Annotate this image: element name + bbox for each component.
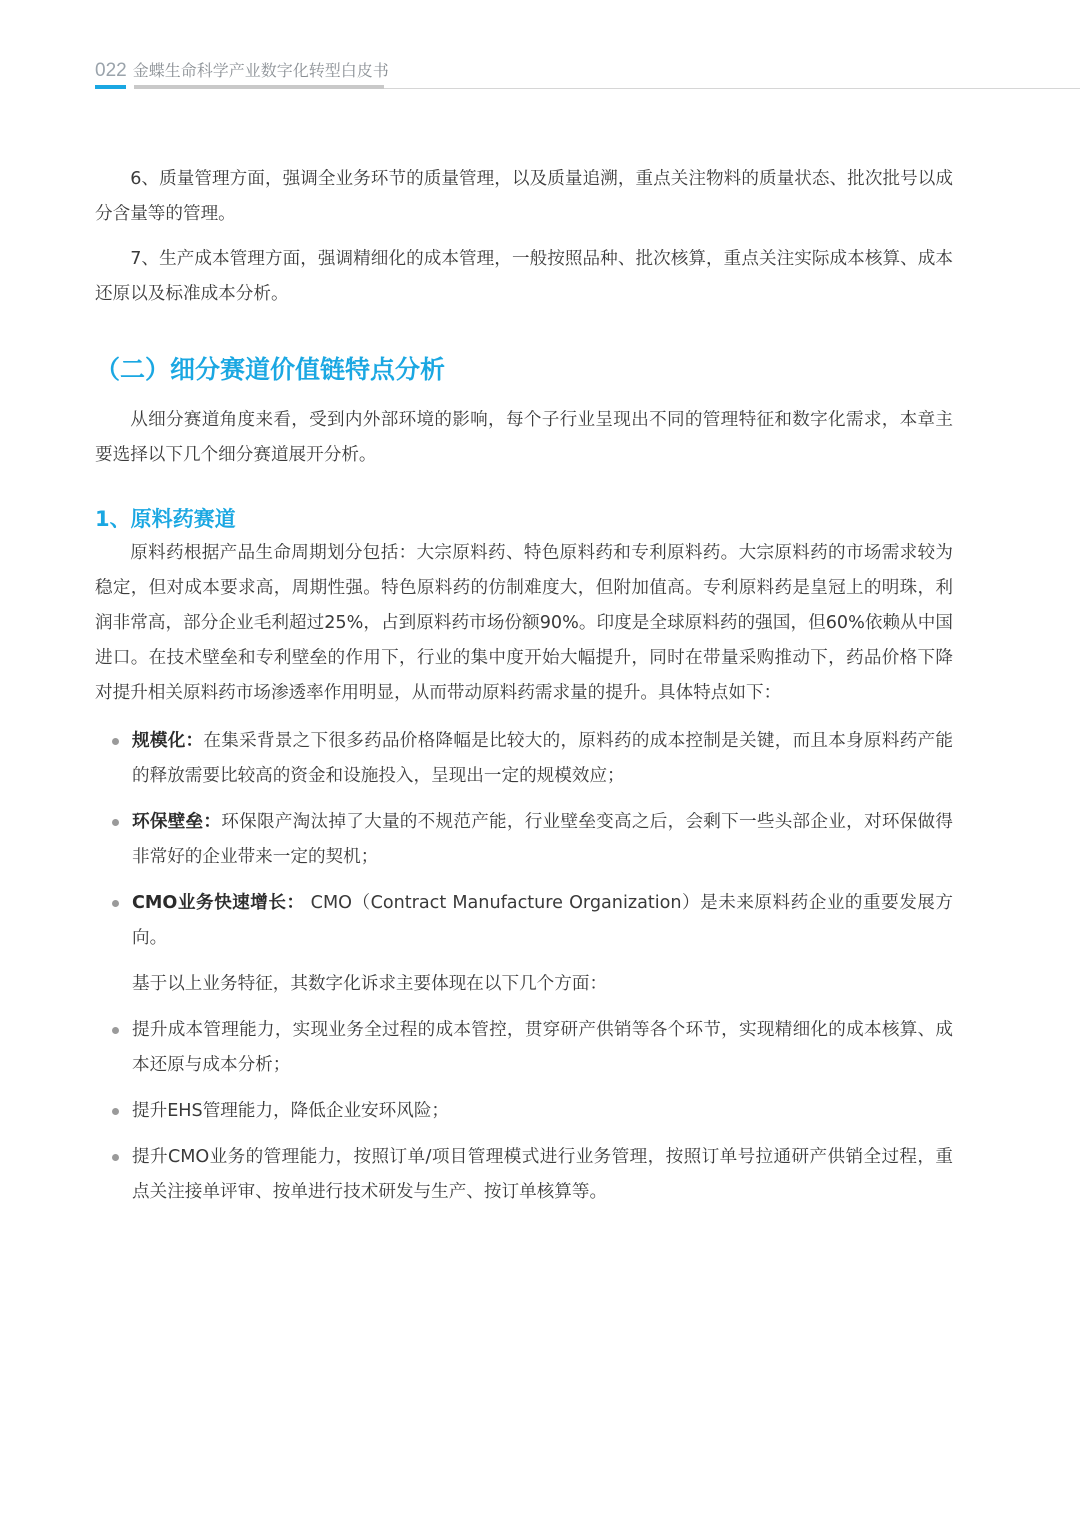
paragraph-quality: 6、质量管理方面，强调全业务环节的质量管理，以及质量追溯，重点关注物料的质量状态、批次批号以成分含量等的管理。 [95,169,953,224]
feature-list [95,724,953,956]
bullet-icon [112,1027,119,1034]
section-title: （二）细分赛道价值链特点分析 [95,355,446,384]
header-accent-bar [95,85,126,89]
list-item [95,1140,953,1210]
demand-text: 提升EHS管理能力，降低企业安环风险； [132,1101,450,1121]
demands-intro: 基于以上业务特征，其数字化诉求主要体现在以下几个方面： [132,974,608,994]
bullet-icon [112,900,119,907]
bullet-icon [112,738,119,745]
section-intro: 从细分赛道角度来看，受到内外部环境的影响，每个子行业呈现出不同的管理特征和数字化需求，本章主要选择以下几个细分赛道展开分析。 [95,410,953,465]
feature-text: 环保限产淘汰掉了大量的不规范产能，行业壁垒变高之后，会剩下一些头部企业，对环保做得非常好的企业带来一定的契机； [132,812,953,867]
header-divider [384,88,1080,89]
paragraph-cost: 7、生产成本管理方面，强调精细化的成本管理，一般按照品种、批次核算，重点关注实际成本核算、成本还原以及标准成本分析。 [95,249,953,304]
demand-text: 提升成本管理能力，实现业务全过程的成本管控，贯穿研产供销等各个环节，实现精细化的成本核算、成本还原与成本分析； [132,1020,953,1075]
bullet-icon [112,819,119,826]
demand-list [95,1013,953,1210]
bullet-icon [112,1108,119,1115]
list-item [95,886,953,956]
feature-label: 环保壁垒： [132,812,222,832]
list-item [95,724,953,794]
page-content [95,162,953,1210]
feature-label: 规模化： [132,731,204,751]
document-title: 金蝶生命科学产业数字化转型白皮书 [132,61,389,80]
bullet-icon [112,1154,119,1161]
page-number: 022 [95,60,127,81]
header-title-underline [134,85,384,89]
list-item [95,1013,953,1083]
page-header [95,58,389,88]
feature-text: CMO（Contract Manufacture Organization）是未来原料药企业的重要发展方向。 [132,893,953,948]
list-item [95,805,953,875]
subsection-body: 原料药根据产品生命周期划分包括：大宗原料药、特色原料药和专利原料药。大宗原料药的市场需求较为稳定，但对成本要求高，周期性强。特色原料药的仿制难度大，但附加值高。专利原料药是皇冠上的明珠，利润非常高，部分企业毛利超过25%，占到原料药市场份额90%。印度是全球原料药的强国，但60%依赖从中国进口。在技术壁垒和专利壁垒的作用下，行业的集中度开始大幅提升，同时在带量采购推动下，药品价格下降对提升相关原料药市场渗透率作用明显，从而带动原料药需求量的提升。具体特点如下： [95,543,953,703]
list-item [95,1094,953,1129]
feature-label: CMO业务快速增长： [132,893,305,913]
feature-text: 在集采背景之下很多药品价格降幅是比较大的，原料药的成本控制是关键，而且本身原料药产能的释放需要比较高的资金和设施投入，呈现出一定的规模效应； [132,731,953,786]
subsection-title: 1、原料药赛道 [95,507,236,531]
demand-text: 提升CMO业务的管理能力，按照订单/项目管理模式进行业务管理，按照订单号拉通研产供销全过程，重点关注接单评审、按单进行技术研发与生产、按订单核算等。 [132,1147,953,1202]
